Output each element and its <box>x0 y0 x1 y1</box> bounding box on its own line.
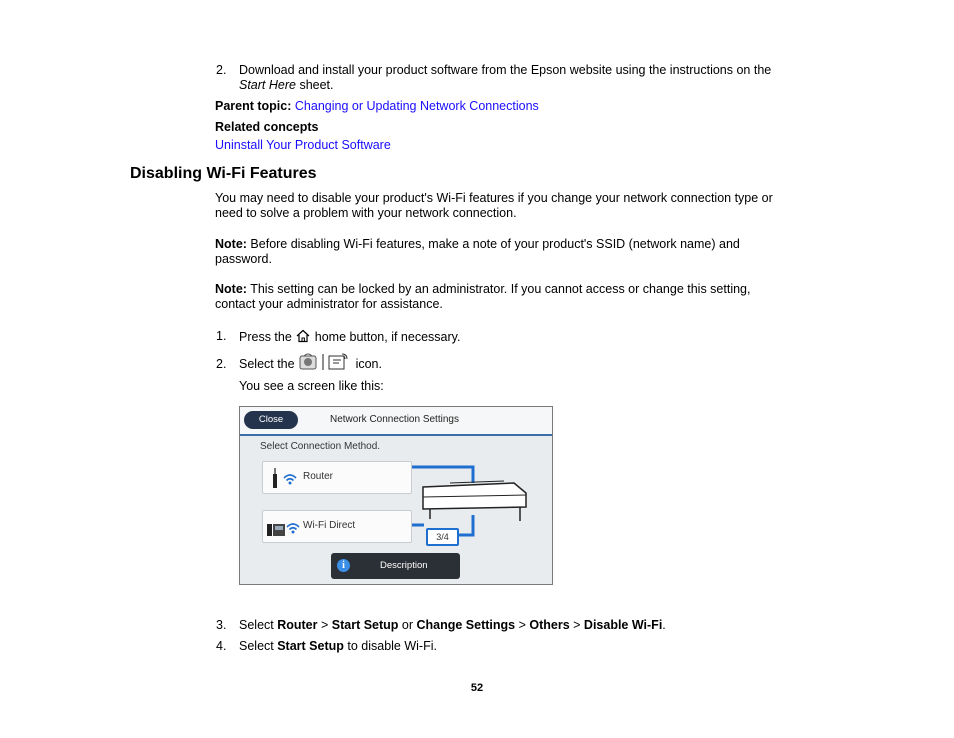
description-button[interactable] <box>331 553 460 579</box>
step-3-disable-wifi: Disable Wi-Fi <box>583 618 663 632</box>
intro-line-2: need to solve a problem with your network connection. <box>215 206 517 220</box>
related-concepts-label <box>215 120 319 135</box>
step-1-before: Press the <box>239 330 296 344</box>
note-label: Note: <box>215 237 247 251</box>
home-icon <box>295 329 311 343</box>
step-2-text <box>239 63 839 93</box>
step-1-after: home button, if necessary. <box>311 330 461 344</box>
section-intro <box>215 191 835 221</box>
step-2b-subtext: You see a screen like this: <box>239 379 384 393</box>
step-4-select: Select <box>239 639 278 653</box>
note-ssid <box>215 237 835 267</box>
step-1-number: 1. <box>216 329 227 343</box>
step-4-after: to disable Wi-Fi. <box>343 639 437 653</box>
wifi-direct-option[interactable] <box>262 510 412 543</box>
step-3-others: Others <box>529 618 570 632</box>
step-3-start-setup: Start Setup <box>331 618 399 632</box>
parent-topic-link[interactable]: Changing or Updating Network Connections <box>294 99 539 113</box>
step-4-text <box>239 639 437 654</box>
step-4-number: 4. <box>216 639 227 653</box>
step-2b-before: Select the <box>239 357 299 371</box>
note-admin <box>215 282 835 312</box>
step-3-end: . <box>662 618 666 632</box>
note-label: Note: <box>215 282 247 296</box>
parent-topic-label: Parent topic: <box>215 99 292 113</box>
wifi-direct-label: Wi-Fi Direct <box>303 520 356 531</box>
related-concepts-label-text: Related concepts <box>215 120 319 134</box>
step-3-change-settings: Change Settings <box>416 618 516 632</box>
step-4-start-setup: Start Setup <box>277 639 344 653</box>
info-icon: i <box>337 559 350 572</box>
step-3-sep: > <box>569 618 584 632</box>
router-icon <box>270 466 300 490</box>
step-2-number: 2. <box>216 63 227 77</box>
step-3-select: Select <box>239 618 278 632</box>
router-label: Router <box>303 471 334 482</box>
note-2-line-2: contact your administrator for assistance. <box>215 297 443 311</box>
step-3-router: Router <box>277 618 318 632</box>
start-here-italic: Start Here <box>239 78 296 92</box>
section-heading: Disabling Wi-Fi Features <box>130 165 317 182</box>
step-2b-number: 2. <box>216 357 227 371</box>
step-3-sep: > <box>317 618 332 632</box>
step-1-text <box>239 329 460 345</box>
note-2-line-1: This setting can be locked by an administrator. If you cannot access or change this setting, <box>246 282 751 296</box>
description-label: Description <box>380 560 428 571</box>
step-2-text-end: sheet. <box>295 78 334 92</box>
router-option[interactable] <box>262 461 412 494</box>
network-connection-screen <box>239 406 553 585</box>
close-button[interactable]: Close <box>244 411 298 429</box>
intro-line-1: You may need to disable your product's Wi-Fi features if you change your network connection type or <box>215 191 773 205</box>
step-2b-text <box>239 352 382 372</box>
related-concepts-item <box>215 138 391 153</box>
step-3-number: 3. <box>216 618 227 632</box>
screen-title: Network Connection Settings <box>330 414 459 425</box>
wifi-direct-icon <box>266 516 302 538</box>
step-2-text-main: Download and install your product software from the Epson website using the instructions on the <box>239 63 772 77</box>
step-3-sep: > <box>515 618 530 632</box>
note-1-line-2: password. <box>215 252 272 266</box>
page-indicator: 3/4 <box>426 528 459 546</box>
step-3-text <box>239 618 666 633</box>
network-settings-icon <box>298 352 352 372</box>
parent-topic <box>215 99 539 114</box>
screen-subtitle: Select Connection Method. <box>260 441 381 452</box>
step-3-or: or <box>398 618 417 632</box>
uninstall-software-link[interactable]: Uninstall Your Product Software <box>215 138 391 152</box>
page-number: 52 <box>470 682 484 694</box>
step-2b-after: icon. <box>355 357 382 371</box>
note-1-line-1: Before disabling Wi-Fi features, make a note of your product's SSID (network name) and <box>246 237 740 251</box>
